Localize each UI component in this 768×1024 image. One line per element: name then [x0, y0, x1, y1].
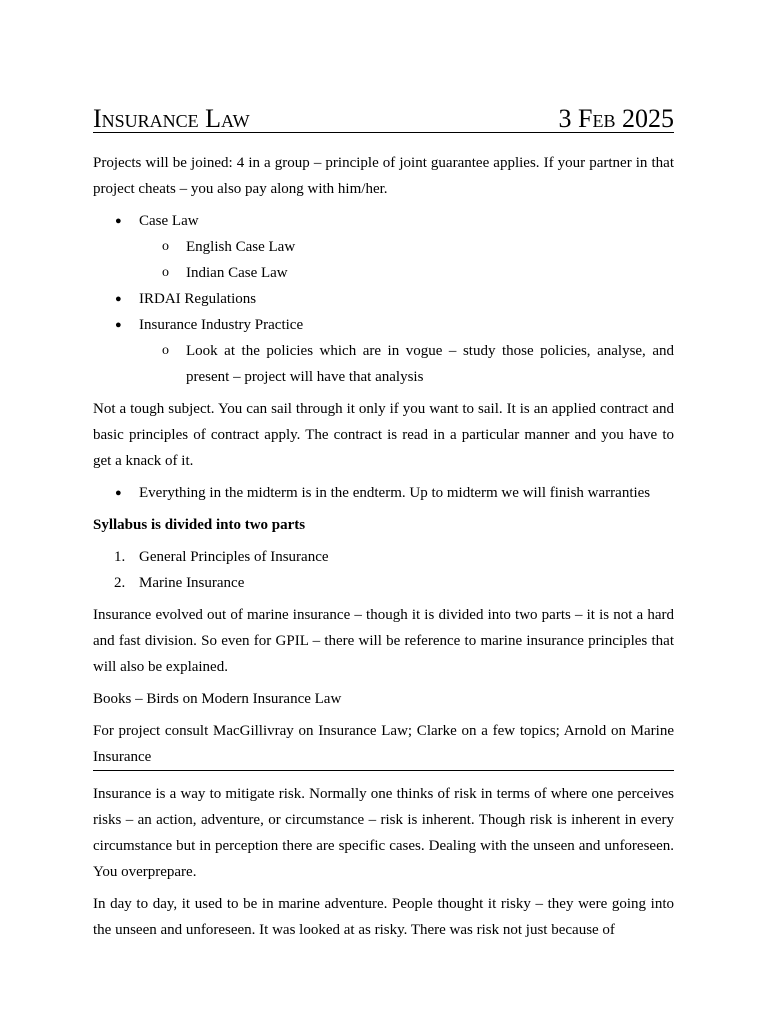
subject-paragraph: Not a tough subject. You can sail through it only if you want to sail. It is an applied contract and basic principles of contract apply. The contract is read in a particular manner and you have to get a knack of it. — [93, 401, 674, 469]
document-body — [93, 150, 674, 949]
item-number: 1. — [114, 549, 126, 565]
bullet-icon: ● — [115, 215, 122, 227]
books-paragraph: Books – Birds on Modern Insurance Law — [93, 691, 342, 707]
sub-list-item-text: Indian Case Law — [186, 265, 288, 281]
item-number: 2. — [114, 575, 126, 591]
sub-list-item-text: Look at the policies which are in vogue – study those policies, analyse, and present – project will have that analysis — [186, 343, 674, 385]
document-title: Insurance Law — [93, 104, 250, 133]
intro-paragraph: Projects will be joined: 4 in a group – principle of joint guarantee applies. If your partner in that project cheats – you also pay along with him/her. — [93, 155, 674, 197]
circle-bullet-icon: o — [162, 265, 169, 280]
title-row — [93, 104, 674, 133]
numbered-item-text: Marine Insurance — [139, 575, 245, 591]
list-item — [93, 286, 674, 312]
bullet-icon: ● — [115, 319, 122, 331]
sub-list-item — [93, 338, 674, 390]
sub-list-item — [93, 234, 674, 260]
document-page — [93, 0, 674, 1024]
bullet-icon: ● — [115, 487, 122, 499]
syllabus-heading: Syllabus is divided into two parts — [93, 517, 306, 533]
list-item-text: Insurance Industry Practice — [139, 317, 304, 333]
midterm-list — [93, 480, 674, 506]
bullet-icon: ● — [115, 293, 122, 305]
numbered-item — [93, 544, 674, 570]
project-sources-paragraph: For project consult MacGillivray on Insurance Law; Clarke on a few topics; Arnold on Marine Insurance — [93, 718, 674, 771]
circle-bullet-icon: o — [162, 343, 169, 358]
syllabus-list — [93, 544, 674, 596]
list-item-text: Everything in the midterm is in the endterm. Up to midterm we will finish warranties — [139, 485, 651, 501]
sub-list-item — [93, 260, 674, 286]
list-item — [93, 312, 674, 338]
circle-bullet-icon: o — [162, 239, 169, 254]
numbered-item — [93, 570, 674, 596]
sub-list-item-text: English Case Law — [186, 239, 296, 255]
topics-list — [93, 208, 674, 390]
list-item — [93, 480, 674, 506]
list-item-text: Case Law — [139, 213, 199, 229]
document-date: 3 Feb 2025 — [558, 104, 674, 133]
marine-adventure-paragraph: In day to day, it used to be in marine adventure. People thought it risky – they were going into the unseen and unforeseen. It was looked at as risky. There was risk not just because of — [93, 896, 674, 938]
risk-paragraph: Insurance is a way to mitigate risk. Normally one thinks of risk in terms of where one perceives risks – an action, adventure, or circumstance – risk is inherent. Though risk is inherent in every circumstance but in perception there are specific cases. Dealing with the unseen and unforeseen. You overprepare. — [93, 786, 674, 880]
numbered-item-text: General Principles of Insurance — [139, 549, 329, 565]
list-item — [93, 208, 674, 234]
evolution-paragraph: Insurance evolved out of marine insurance – though it is divided into two parts – it is not a hard and fast division. So even for GPIL – there will be reference to marine insurance principles that will also be explained. — [93, 607, 674, 675]
list-item-text: IRDAI Regulations — [139, 291, 257, 307]
